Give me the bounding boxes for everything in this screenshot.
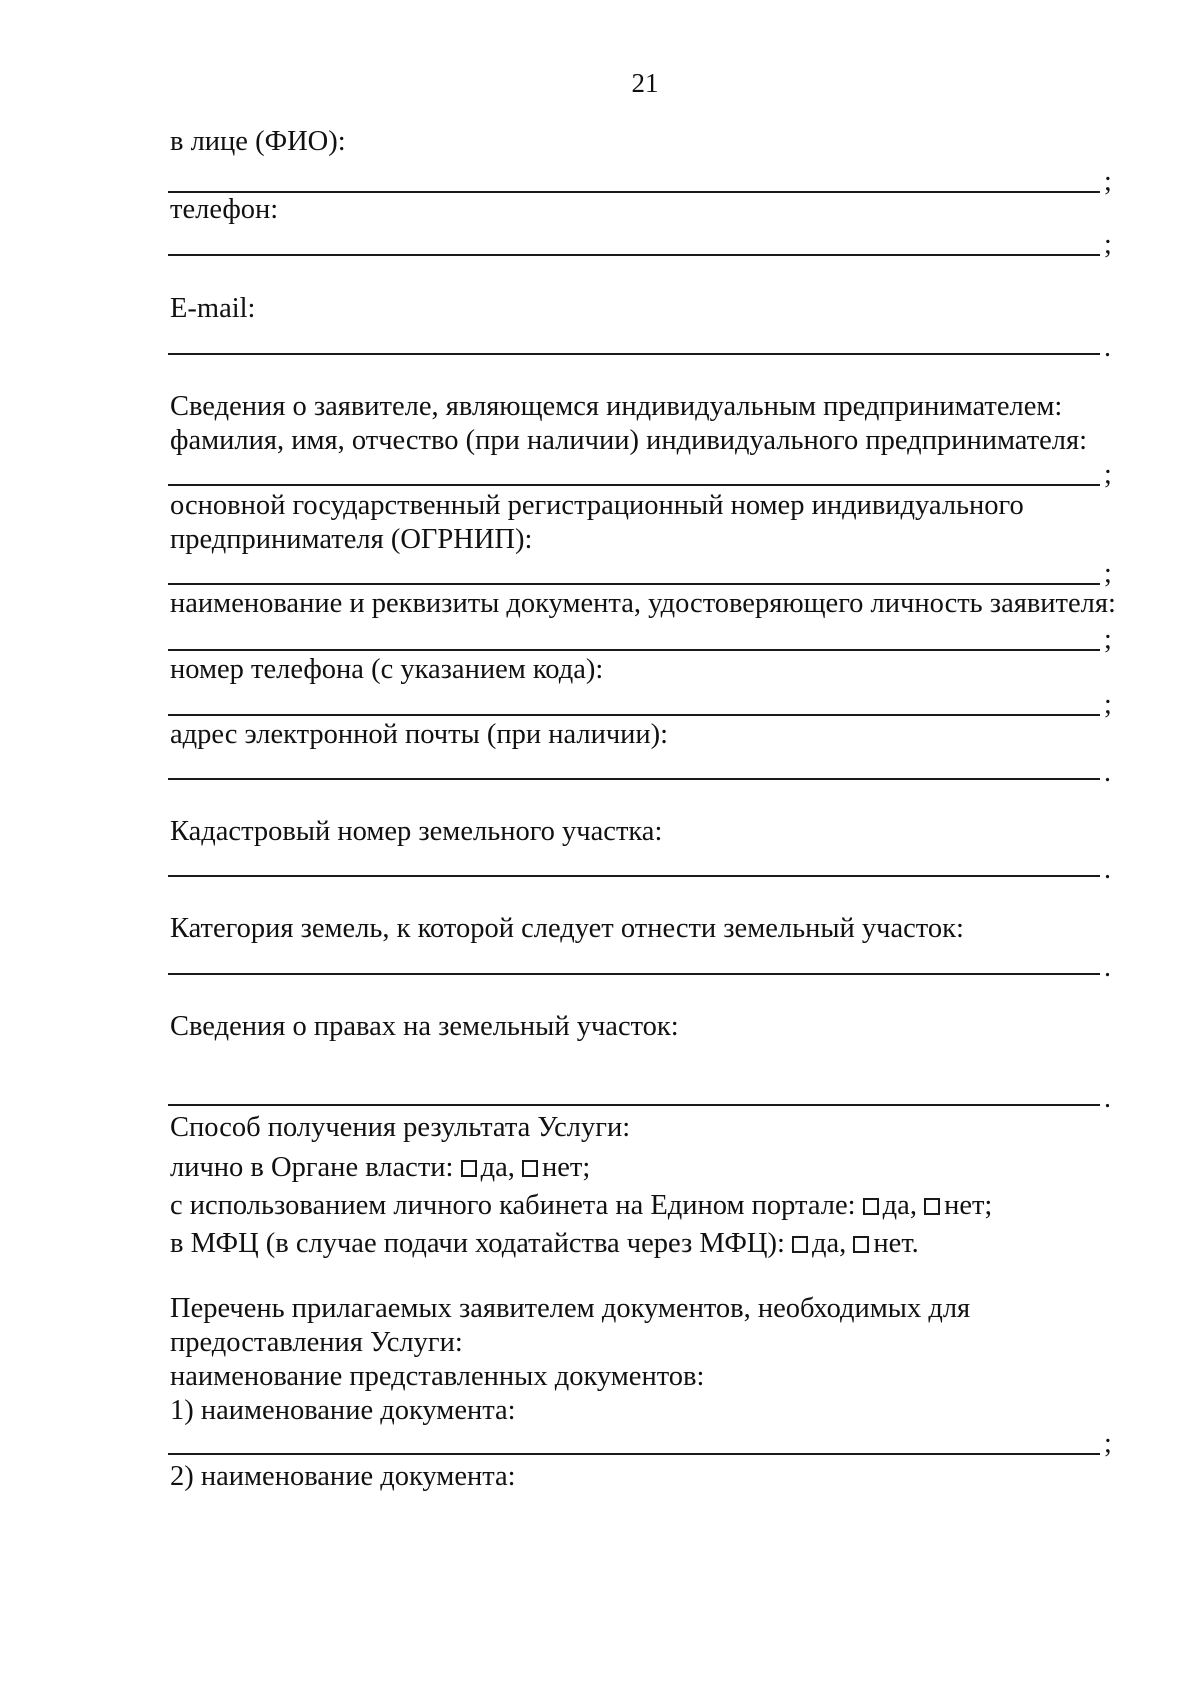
result-option-mfc — [170, 1227, 919, 1261]
person-label: в лице (ФИО): — [170, 126, 346, 157]
document-item-1-field[interactable] — [168, 1453, 1100, 1455]
document-item-1-end: ; — [1104, 1428, 1112, 1459]
document-item-2-label: 2) наименование документа: — [170, 1461, 516, 1492]
result-option-portal — [170, 1189, 992, 1223]
entrepreneur-phone-field[interactable] — [168, 714, 1100, 716]
yes-label: да, — [480, 1152, 515, 1183]
no-label: нет; — [944, 1190, 993, 1221]
land-category-label: Категория земель, к которой следует отнести земельный участок: — [170, 913, 964, 944]
land-rights-label: Сведения о правах на земельный участок: — [170, 1011, 679, 1042]
cadastral-field[interactable] — [168, 875, 1100, 877]
entrepreneur-email-end: . — [1104, 757, 1111, 788]
result-option-label: с использованием личного кабинета на Едином портале: — [170, 1190, 856, 1221]
email-field[interactable] — [168, 353, 1100, 355]
yes-label: да, — [812, 1228, 847, 1259]
ogrnip-label-line2: предпринимателя (ОГРНИП): — [170, 524, 533, 555]
no-label: нет; — [541, 1152, 591, 1183]
ogrnip-label-line1: основной государственный регистрационный номер индивидуального — [170, 490, 1024, 521]
email-field-end: . — [1104, 332, 1111, 363]
checkbox-yes[interactable] — [792, 1236, 808, 1253]
document-item-1-label: 1) наименование документа: — [170, 1395, 516, 1426]
checkbox-yes[interactable] — [461, 1160, 477, 1177]
id-document-label: наименование и реквизиты документа, удостоверяющего личность заявителя: — [170, 588, 1116, 619]
person-field[interactable] — [168, 191, 1100, 193]
ogrnip-field-end: ; — [1104, 558, 1112, 589]
result-method-heading: Способ получения результата Услуги: — [170, 1112, 631, 1143]
ogrnip-field[interactable] — [168, 583, 1100, 585]
entrepreneur-name-field[interactable] — [168, 484, 1100, 486]
documents-heading-line1: Перечень прилагаемых заявителем документов, необходимых для — [170, 1293, 971, 1324]
cadastral-label: Кадастровый номер земельного участка: — [170, 816, 663, 847]
documents-subheading: наименование представленных документов: — [170, 1361, 705, 1392]
checkbox-no[interactable] — [522, 1160, 538, 1177]
page-number: 21 — [631, 68, 659, 98]
entrepreneur-heading: Сведения о заявителе, являющемся индивидуальным предпринимателем: — [170, 391, 1063, 422]
entrepreneur-phone-end: ; — [1104, 689, 1112, 720]
result-option-label: лично в Органе власти: — [170, 1152, 454, 1183]
entrepreneur-phone-label: номер телефона (с указанием кода): — [170, 654, 604, 685]
phone-label: телефон: — [170, 194, 279, 225]
phone-field-end: ; — [1104, 229, 1112, 260]
result-option-label: в МФЦ (в случае подачи ходатайства через МФЦ): — [170, 1228, 785, 1259]
entrepreneur-email-field[interactable] — [168, 778, 1100, 780]
land-category-field[interactable] — [168, 973, 1100, 975]
checkbox-no[interactable] — [924, 1198, 940, 1215]
entrepreneur-email-label: адрес электронной почты (при наличии): — [170, 719, 669, 750]
land-category-end: . — [1104, 952, 1111, 983]
yes-label: да, — [882, 1190, 917, 1221]
email-label: E-mail: — [170, 293, 256, 324]
land-rights-end: . — [1104, 1083, 1111, 1114]
id-document-field[interactable] — [168, 649, 1100, 651]
documents-heading-line2: предоставления Услуги: — [170, 1327, 463, 1358]
checkbox-yes[interactable] — [863, 1198, 879, 1215]
id-document-field-end: ; — [1104, 624, 1112, 655]
person-field-end: ; — [1104, 166, 1112, 197]
entrepreneur-name-label: фамилия, имя, отчество (при наличии) индивидуального предпринимателя: — [170, 425, 1088, 456]
cadastral-field-end: . — [1104, 854, 1111, 885]
land-rights-field[interactable] — [168, 1104, 1100, 1106]
checkbox-no[interactable] — [853, 1236, 869, 1253]
entrepreneur-name-end: ; — [1104, 459, 1112, 490]
no-label: нет. — [873, 1228, 919, 1259]
phone-field[interactable] — [168, 254, 1100, 256]
result-option-authority — [170, 1151, 590, 1185]
